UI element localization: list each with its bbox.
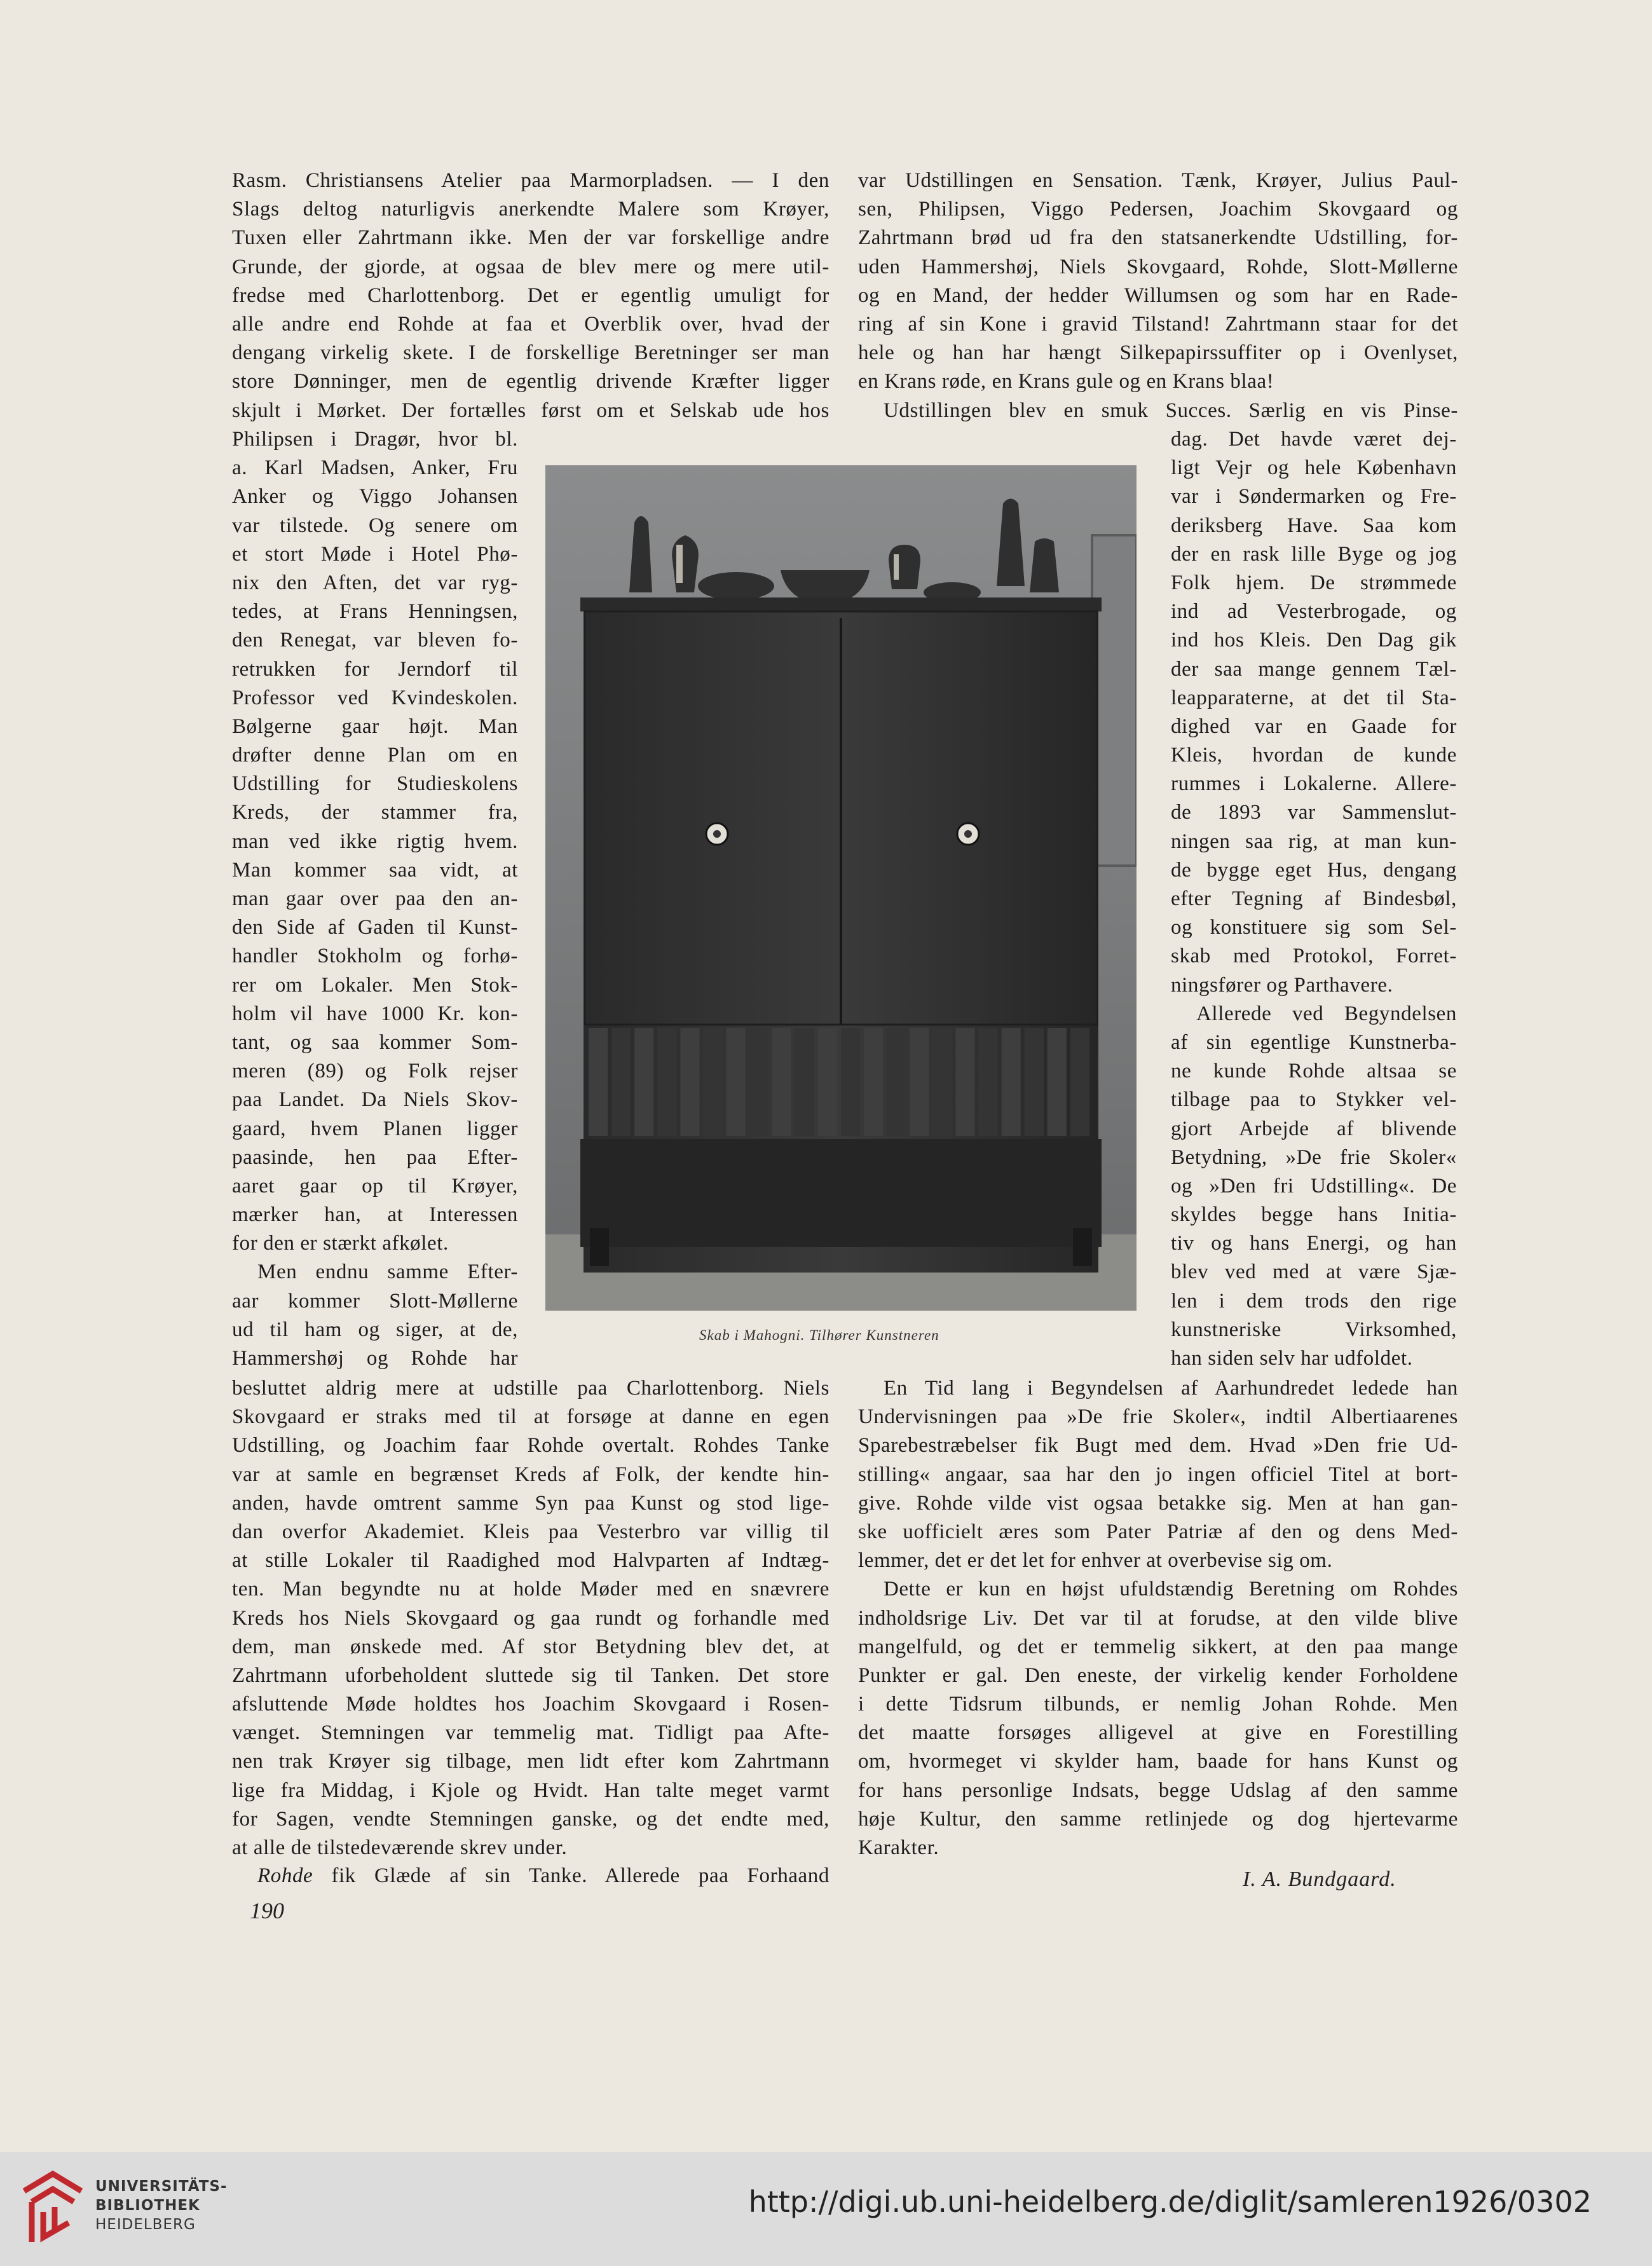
text-line: der en rask lille Byge og jog bbox=[1171, 542, 1457, 566]
flute bbox=[956, 1028, 975, 1136]
text-line: lemmer, det er det let for enhver at overbevise sig om. bbox=[858, 1549, 1333, 1573]
text-line: Punkter er gal. Den eneste, der virkelig kender Forholdene bbox=[858, 1663, 1458, 1687]
text-line: der saa mange gennem Tæl- bbox=[1171, 657, 1457, 681]
text-line: meren (89) og Folk rejser bbox=[232, 1060, 518, 1083]
text-line: Skovgaard er straks med til at forsøge at danne en egen bbox=[232, 1405, 829, 1429]
text-line: drøfter denne Plan om en bbox=[232, 744, 518, 767]
text-line: Karakter. bbox=[858, 1836, 939, 1859]
text-line: ind hos Kleis. Den Dag gik bbox=[1171, 629, 1457, 652]
text-line: for Sagen, vendte Stemningen ganske, og det endte med, bbox=[232, 1807, 829, 1831]
text-line: skyldes begge hans Initia- bbox=[1171, 1203, 1457, 1227]
text-line: give. Rohde vilde vist ogsaa betakke sig. Men at han gan- bbox=[858, 1491, 1458, 1515]
text-line: for hans personlige Indsats, begge Udslag af den samme bbox=[858, 1778, 1458, 1802]
text-line: Dette er kun en højst ufuldstændig Beretning om Rohdes bbox=[884, 1578, 1458, 1601]
flute bbox=[1048, 1028, 1067, 1136]
text-line: Udstilling for Studieskolens bbox=[232, 772, 518, 796]
text-line: tilbage paa to Stykker vel- bbox=[1171, 1088, 1457, 1112]
flute bbox=[910, 1028, 929, 1136]
text-line: Kreds hos Niels Skovgaard og gaa rundt og forhandle med bbox=[232, 1606, 829, 1630]
text-line: dengang virkelig skete. I de forskellige Beretninger ser man bbox=[232, 341, 829, 365]
text-line: Professor ved Kvindeskolen. bbox=[232, 686, 518, 709]
text-line: ne kunde Rohde altsaa se bbox=[1171, 1060, 1457, 1083]
text-line: om, hvormeget vi skylder ham, baade for hans Kunst og bbox=[858, 1750, 1458, 1773]
left-column-narrow bbox=[232, 425, 518, 1373]
flute bbox=[887, 1028, 906, 1136]
text-line: Grunde, der gjorde, at ogsaa de blev mere og mere util- bbox=[232, 255, 829, 278]
flute bbox=[1070, 1028, 1089, 1136]
library-name-line-2: BIBLIOTHEK bbox=[95, 2197, 200, 2214]
text-line: Kleis, hvordan de kunde bbox=[1171, 744, 1457, 767]
text-line: i dette Tidsrum tilbunds, er nemlig Johan Rohde. Men bbox=[858, 1693, 1458, 1716]
text-line: stilling« angaar, saa har den jo ingen officiel Titel at bort- bbox=[858, 1463, 1458, 1486]
text-line: Rasm. Christiansens Atelier paa Marmorpladsen. — I den bbox=[232, 169, 829, 192]
left-column-top bbox=[232, 167, 829, 425]
text-line: ring af sin Kone i gravid Tilstand! Zahrtmann staar for det bbox=[858, 312, 1458, 336]
text-line: store Dønninger, men de egentlig drivende Kræfter ligger bbox=[232, 370, 829, 393]
text-line: høje Kultur, den samme retlinjede og dog hjertevarme bbox=[858, 1807, 1458, 1831]
page-number: 190 bbox=[250, 1898, 284, 1923]
text-line: og »Den fri Udstilling«. De bbox=[1171, 1174, 1457, 1198]
text-line: blev ved med at være Sjæ- bbox=[1171, 1260, 1457, 1284]
text-line: uden Hammershøj, Niels Skovgaard, Rohde, Slott-Møllerne bbox=[858, 255, 1458, 278]
text-line: sen, Philipsen, Viggo Pedersen, Joachim Skovgaard og bbox=[858, 198, 1458, 221]
text-line: lige fra Middag, i Kjole og Hvidt. Han talte meget varmt bbox=[232, 1778, 829, 1802]
flute bbox=[772, 1028, 791, 1136]
text-line: En Tid lang i Begyndelsen af Aarhundredet ledede han bbox=[884, 1377, 1458, 1400]
text-line: Man kommer saa vidt, at bbox=[232, 858, 518, 882]
text-line: Men endnu samme Efter- bbox=[257, 1260, 518, 1284]
text-line: ske uofficielt æres som Pater Patriæ af den og dens Med- bbox=[858, 1520, 1458, 1543]
text-line: for den er stærkt afkølet. bbox=[232, 1232, 449, 1255]
text-line: deriksberg Have. Saa kom bbox=[1171, 514, 1457, 537]
text-line: Bølgerne gaar højt. Man bbox=[232, 714, 518, 738]
text-line: kunstneriske Virksomhed, bbox=[1171, 1318, 1457, 1341]
flute bbox=[979, 1028, 998, 1136]
flute bbox=[818, 1028, 837, 1136]
text-line: Tuxen eller Zahrtmann ikke. Men der var forskellige andre bbox=[232, 226, 829, 250]
text-line: det maatte forsøges alligevel at give en Forestilling bbox=[858, 1721, 1458, 1745]
text-line: dighed var en Gaade for bbox=[1171, 714, 1457, 738]
text-line: Allerede ved Begyndelsen bbox=[1196, 1002, 1457, 1025]
text-line: at alle de tilstedeværende skrev under. bbox=[232, 1836, 568, 1859]
text-line: aar kommer Slott-Møllerne bbox=[232, 1289, 518, 1313]
text-line: man gaar over paa den an- bbox=[232, 887, 518, 910]
flute bbox=[932, 1028, 952, 1136]
flute bbox=[795, 1028, 814, 1136]
text-line: rummes i Lokalerne. Allere- bbox=[1171, 772, 1457, 796]
text-line: paa Landet. Da Niels Skov- bbox=[232, 1088, 518, 1112]
flute bbox=[704, 1028, 723, 1136]
text-line: gaard, hvem Planen ligger bbox=[232, 1117, 518, 1140]
text-line: skab med Protokol, Forret- bbox=[1171, 945, 1457, 968]
text-line: Undervisningen paa »De frie Skoler«, indtil Albertiaarenes bbox=[858, 1405, 1458, 1429]
text-line: Folk hjem. De strømmede bbox=[1171, 571, 1457, 594]
text-line: tant, og saa kommer Som- bbox=[232, 1030, 518, 1054]
figure-caption: Skab i Mahogni. Tilhører Kunstneren bbox=[699, 1327, 939, 1343]
text-line: Udstillingen blev en smuk Succes. Særlig en vis Pinse- bbox=[884, 399, 1458, 422]
text-line: Anker og Viggo Johansen bbox=[232, 485, 518, 508]
text-line: af sin egentlige Kunstnerba- bbox=[1171, 1030, 1457, 1054]
text-line: rer om Lokaler. Men Stok- bbox=[232, 973, 518, 997]
text-line: a. Karl Madsen, Anker, Fru bbox=[232, 456, 518, 480]
flute bbox=[727, 1028, 746, 1136]
flute bbox=[680, 1028, 699, 1136]
text-line: Kreds, der stammer fra, bbox=[232, 801, 518, 824]
text-line: dem, man ønskede med. Af stor Betydning blev det, at bbox=[232, 1635, 829, 1658]
text-line: Zahrtmann uforbeholdent sluttede sig til Tanken. Det store bbox=[232, 1663, 829, 1687]
text-line: hele og han har hængt Silkepapirssuffiter op i Ovenlyset, bbox=[858, 341, 1458, 365]
library-name-line-3: HEIDELBERG bbox=[95, 2216, 196, 2233]
cabinet-illustration bbox=[545, 465, 1137, 1311]
text-line: retrukken for Jerndorf til bbox=[232, 657, 518, 681]
flute bbox=[841, 1028, 860, 1136]
left-last-line-text: fik Glæde af sin Tanke. Allerede paa Forhaand bbox=[313, 1864, 829, 1887]
text-line: leapparaterne, at det til Sta- bbox=[1171, 686, 1457, 709]
left-column-last-line bbox=[232, 1862, 829, 1890]
flute bbox=[1002, 1028, 1021, 1136]
text-line: mangelfuld, og det er temmelig sikkert, at den paa mange bbox=[858, 1635, 1458, 1658]
text-line: var at samle en begrænset Kreds af Folk, der kendte hin- bbox=[232, 1463, 829, 1486]
source-url-link[interactable]: http://digi.ub.uni-heidelberg.de/diglit/samleren1926/0302 bbox=[748, 2185, 1592, 2219]
text-line: anden, havde omtrent samme Syn paa Kunst og stod lige- bbox=[232, 1491, 829, 1515]
text-line: ningen saa rig, at man kun- bbox=[1171, 829, 1457, 853]
author-signature: I. A. Bundgaard. bbox=[1243, 1867, 1396, 1891]
text-line: nen trak Krøyer sig tilbage, men lidt efter kom Zahrtmann bbox=[232, 1750, 829, 1773]
text-line: handler Stokholm og forhø- bbox=[232, 945, 518, 968]
text-line: og en Mand, der hedder Willumsen og som har en Rade- bbox=[858, 283, 1458, 307]
text-line: de 1893 var Sammenslut- bbox=[1171, 801, 1457, 824]
text-line: et stort Møde i Hotel Phø- bbox=[232, 542, 518, 566]
flute bbox=[1025, 1028, 1044, 1136]
text-line: Philipsen i Dragør, hvor bl. bbox=[232, 428, 518, 451]
text-line: nix den Aften, det var ryg- bbox=[232, 571, 518, 594]
text-line: indholdsrige Liv. Det var til at forudse, at den vilde blive bbox=[858, 1606, 1458, 1630]
right-column-narrow bbox=[1171, 425, 1457, 1373]
text-line: tedes, at Frans Henningsen, bbox=[232, 600, 518, 624]
text-line: en Krans røde, en Krans gule og en Krans blaa! bbox=[858, 370, 1274, 393]
text-line: den Renegat, var bleven fo- bbox=[232, 629, 518, 652]
text-line: ten. Man begyndte nu at holde Møder med en snævrere bbox=[232, 1578, 829, 1601]
left-column-bottom bbox=[232, 1374, 829, 1862]
text-line: vænget. Stemningen var temmelig mat. Tidligt paa Afte- bbox=[232, 1721, 829, 1745]
text-line: de bygge eget Hus, dengang bbox=[1171, 858, 1457, 882]
text-line: besluttet aldrig mere at udstille paa Charlottenborg. Niels bbox=[232, 1377, 829, 1400]
text-line: Slags deltog naturligvis anerkendte Malere som Krøyer, bbox=[232, 198, 829, 221]
text-line: len i dem trods den rige bbox=[1171, 1289, 1457, 1313]
text-line: efter Tegning af Bindesbøl, bbox=[1171, 887, 1457, 910]
cabinet-photograph bbox=[545, 465, 1137, 1311]
text-line: alle andre end Rohde at faa et Overblik over, hvad der bbox=[232, 312, 829, 336]
text-line: paasinde, hen paa Efter- bbox=[232, 1145, 518, 1169]
flute bbox=[864, 1028, 883, 1136]
flute bbox=[634, 1028, 653, 1136]
rohde-name: Rohde bbox=[257, 1864, 313, 1887]
text-line: ind ad Vesterbrogade, og bbox=[1171, 600, 1457, 624]
text-line: at stille Lokaler til Raadighed mod Halvparten af Indtæg- bbox=[232, 1549, 829, 1573]
text-line: og konstituere sig som Sel- bbox=[1171, 916, 1457, 939]
text-line: aaret gaar op til Krøyer, bbox=[232, 1174, 518, 1198]
text-line: Hammershøj og Rohde har bbox=[232, 1347, 518, 1370]
text-line: var Udstillingen en Sensation. Tænk, Krøyer, Julius Paul- bbox=[858, 169, 1458, 192]
text-line: dag. Det havde været dej- bbox=[1171, 428, 1457, 451]
text-line: dan overfor Akademiet. Kleis paa Vesterbro var villig til bbox=[232, 1520, 829, 1543]
text-line: Udstilling, og Joachim faar Rohde overtalt. Rohdes Tanke bbox=[232, 1434, 829, 1457]
text-line: gjort Arbejde af blivende bbox=[1171, 1117, 1457, 1140]
library-name-line-1: UNIVERSITÄTS- bbox=[95, 2178, 228, 2195]
library-name bbox=[95, 2177, 228, 2234]
text-line: man ved ikke rigtig hvem. bbox=[232, 829, 518, 853]
text-line: Sparebestræbelser fik Bugt med dem. Hvad »Den frie Ud- bbox=[858, 1434, 1458, 1457]
flute bbox=[589, 1028, 608, 1136]
text-line: var tilstede. Og senere om bbox=[232, 514, 518, 537]
text-line: skjult i Mørket. Der fortælles først om et Selskab ude hos bbox=[232, 399, 829, 422]
flute bbox=[611, 1028, 631, 1136]
text-line: fredse med Charlottenborg. Det er egentlig umuligt for bbox=[232, 283, 829, 307]
right-column-bottom bbox=[858, 1374, 1458, 1862]
right-column-top bbox=[858, 167, 1458, 425]
text-line: Betydning, »De frie Skoler« bbox=[1171, 1145, 1457, 1169]
text-line: den Side af Gaden til Kunst- bbox=[232, 916, 518, 939]
text-line: tiv og hans Energi, og han bbox=[1171, 1232, 1457, 1255]
flute bbox=[749, 1028, 768, 1136]
text-line: mærker han, at Interessen bbox=[232, 1203, 518, 1227]
text-line: ud til ham og siger, at de, bbox=[232, 1318, 518, 1341]
text-line: ligt Vejr og hele København bbox=[1171, 456, 1457, 480]
text-line: var i Søndermarken og Fre- bbox=[1171, 485, 1457, 508]
text-line: afsluttende Møde holdtes hos Joachim Skovgaard i Rosen- bbox=[232, 1693, 829, 1716]
text-line: Zahrtmann brød ud fra den statsanerkendte Udstilling, for- bbox=[858, 226, 1458, 250]
flute bbox=[657, 1028, 676, 1136]
text-line: holm vil have 1000 Kr. kon- bbox=[232, 1002, 518, 1025]
text-line: han siden selv har udfoldet. bbox=[1171, 1347, 1413, 1370]
university-library-logo-icon bbox=[18, 2162, 88, 2251]
text-line: ningsfører og Parthavere. bbox=[1171, 973, 1393, 997]
